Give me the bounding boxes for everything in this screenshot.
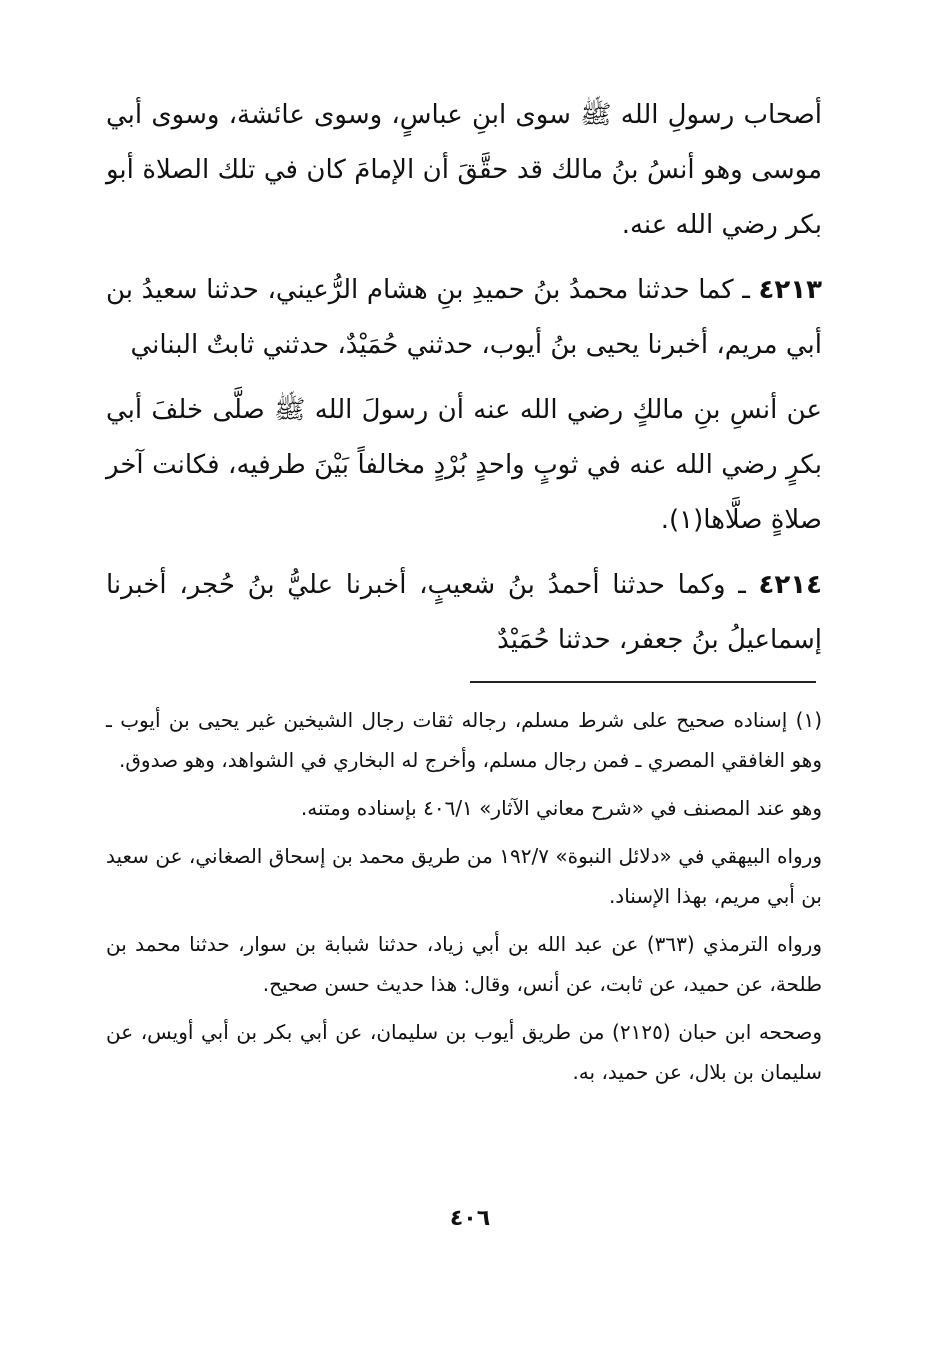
- hadith-4213-matn: [106, 383, 822, 548]
- main-text: [106, 88, 822, 668]
- hadith-number: ٤٢١٤: [758, 570, 822, 600]
- footnote-source-bayhaqi: ورواه البيهقي في «دلائل النبوة» ١٩٢/٧ من طريق محمد بن إسحاق الصغاني، عن سعيد بن أبي مريم، بهذا الإسناد.: [106, 844, 822, 908]
- hadith-number: ٤٢١٣: [758, 275, 822, 305]
- hadith-4214: [106, 558, 822, 668]
- page-number: ٤٠٦: [449, 1206, 491, 1231]
- hadith-chain: ـ كما حدثنا محمدُ بنُ حميدِ بنِ هشام الرُّعيني، حدثنا سعيدُ بن أبي مريم، أخبرنا يحيى بنُ أيوب، حدثني حُمَيْدٌ، حدثني ثابتٌ البناني: [106, 275, 822, 360]
- hadith-4213: [106, 263, 822, 373]
- footnote-1: (١) إسناده صحيح على شرط مسلم، رجاله ثقات رجال الشيخين غير يحيى بن أيوب ـ وهو الغافقي المصري ـ فمن رجال مسلم، وأخرج له البخاري في الشواهد، وهو صدوق.: [106, 708, 822, 772]
- hadith-chain: ـ وكما حدثنا أحمدُ بنُ شعيبٍ، أخبرنا عليُّ بنُ حُجر، أخبرنا إسماعيلُ بنُ جعفر، حدثنا حُمَيْدٌ: [106, 570, 822, 655]
- footnotes: [106, 700, 822, 1092]
- footnote-source-tirmidhi: ورواه الترمذي (٣٦٣) عن عبد الله بن أبي زياد، حدثنا شبابة بن سوار، حدثنا محمد بن طلحة، عن حميد، عن ثابت، عن أنس، وقال: هذا حديث حسن صحيح.: [106, 932, 822, 996]
- footnote-source-ibn-hibban: وصححه ابن حبان (٢١٢٥) من طريق أيوب بن سليمان، عن أبي بكر بن أبي أويس، عن سليمان بن بلال، عن حميد، به.: [106, 1020, 822, 1084]
- footnote-source-tahawi: وهو عند المصنف في «شرح معاني الآثار» ٤٠٦/١ بإسناده ومتنه.: [300, 796, 822, 820]
- hadith-text: عن أنسِ بنِ مالكٍ رضي الله عنه أن رسولَ الله ﷺ صلَّى خلفَ أبي بكرٍ رضي الله عنه في ثوبٍ واحدٍ بُرْدٍ مخالفاً بَيْنَ طرفيه، فكانت آخر صلاةٍ صلَّاها(١).: [106, 395, 822, 535]
- paragraph-text: أصحاب رسولِ الله ﷺ سوى ابنِ عباسٍ، وسوى عائشة، وسوى أبي موسى وهو أنسُ بنُ مالك قد حقَّقَ أن الإمامَ كان في تلك الصلاة أبو بكر رضي الله عنه.: [106, 100, 822, 240]
- paragraph-continuation: [106, 88, 822, 253]
- footnote-separator: [470, 681, 816, 683]
